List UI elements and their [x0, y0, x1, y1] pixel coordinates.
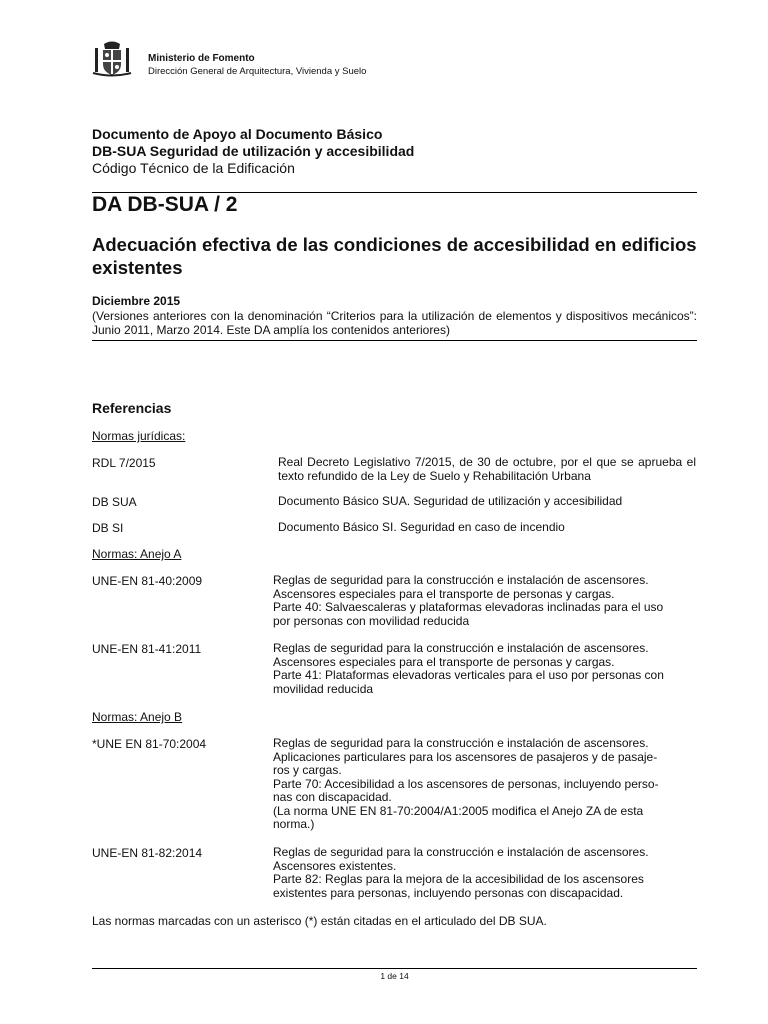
reference-code: UNE-EN 81-82:2014	[92, 846, 203, 860]
juridicas-label: Normas jurídicas:	[92, 429, 186, 443]
reference-description: Documento Básico SUA. Seguridad de utilización y accesibilidad	[278, 494, 623, 508]
document-date: Diciembre 2015	[92, 294, 181, 308]
reference-description: Documento Básico SI. Seguridad en caso de incendio	[278, 520, 565, 534]
document-title-line-3: Código Técnico de la Edificación	[92, 160, 295, 176]
anejo-a-label: Normas: Anejo A	[92, 547, 182, 561]
document-title-line-1: Documento de Apoyo al Documento Básico	[92, 126, 383, 142]
directorate-name: Dirección General de Arquitectura, Vivienda y Suelo	[148, 66, 367, 77]
reference-description: Real Decreto Legislativo 7/2015, de 30 de octubre, por el que se aprueba el texto refundido de la Ley de Suelo y Rehabilitación Urbana	[278, 455, 696, 483]
reference-code: *UNE EN 81-70:2004	[92, 737, 207, 751]
coat-of-arms-icon	[92, 40, 132, 78]
asterisk-footnote: Las normas marcadas con un asterisco (*) están citadas en el articulado del DB SUA.	[92, 914, 547, 928]
divider-footer	[92, 968, 697, 969]
reference-description: Reglas de seguridad para la construcción e instalación de ascensores. Ascensores especiales para el transporte de personas y cargas. Parte 41: Plataformas elevadoras verticales para el uso por personas con movilidad reducida	[273, 641, 664, 696]
reference-code: UNE-EN 81-41:2011	[92, 642, 202, 656]
ministry-name: Ministerio de Fomento	[148, 53, 255, 64]
references-heading: Referencias	[92, 400, 172, 416]
reference-description: Reglas de seguridad para la construcción e instalación de ascensores. Aplicaciones particulares para los ascensores de pasajeros y de pasaje- ros y cargas. Parte 70: Accesibilidad a los ascensores de personas, incluyendo perso- nas con discapacidad. (La norma UNE EN 81-70:2004/A1:2005 modifica el Anejo ZA de esta norma.)	[273, 736, 659, 831]
reference-code: DB SUA	[92, 495, 137, 509]
document-code: DA DB-SUA / 2	[92, 193, 238, 216]
reference-description: Reglas de seguridad para la construcción e instalación de ascensores. Ascensores especiales para el transporte de personas y cargas. Parte 40: Salvaescaleras y plataformas elevadoras inclinadas para el uso por personas con movilidad reducida	[273, 573, 664, 628]
anejo-b-label: Normas: Anejo B	[92, 710, 183, 724]
reference-code: UNE-EN 81-40:2009	[92, 574, 203, 588]
page-number: 1 de 14	[380, 971, 409, 981]
divider-middle	[92, 340, 697, 341]
document-title-line-2: DB-SUA Seguridad de utilización y accesibilidad	[92, 143, 415, 159]
reference-code: RDL 7/2015	[92, 456, 156, 470]
versions-note: (Versiones anteriores con la denominación “Criterios para la utilización de elementos y dispositivos mecánicos”: Junio 2011, Marzo 2014. Este DA amplía los contenidos anteriores)	[92, 309, 697, 337]
reference-description: Reglas de seguridad para la construcción e instalación de ascensores. Ascensores existentes. Parte 82: Reglas para la mejora de la accesibilidad de los ascensores existentes para personas, incluyendo personas con discapacidad.	[273, 845, 649, 900]
reference-code: DB SI	[92, 521, 124, 535]
page-title: Adecuación efectiva de las condiciones de accesibilidad en edificios existentes	[92, 234, 697, 278]
